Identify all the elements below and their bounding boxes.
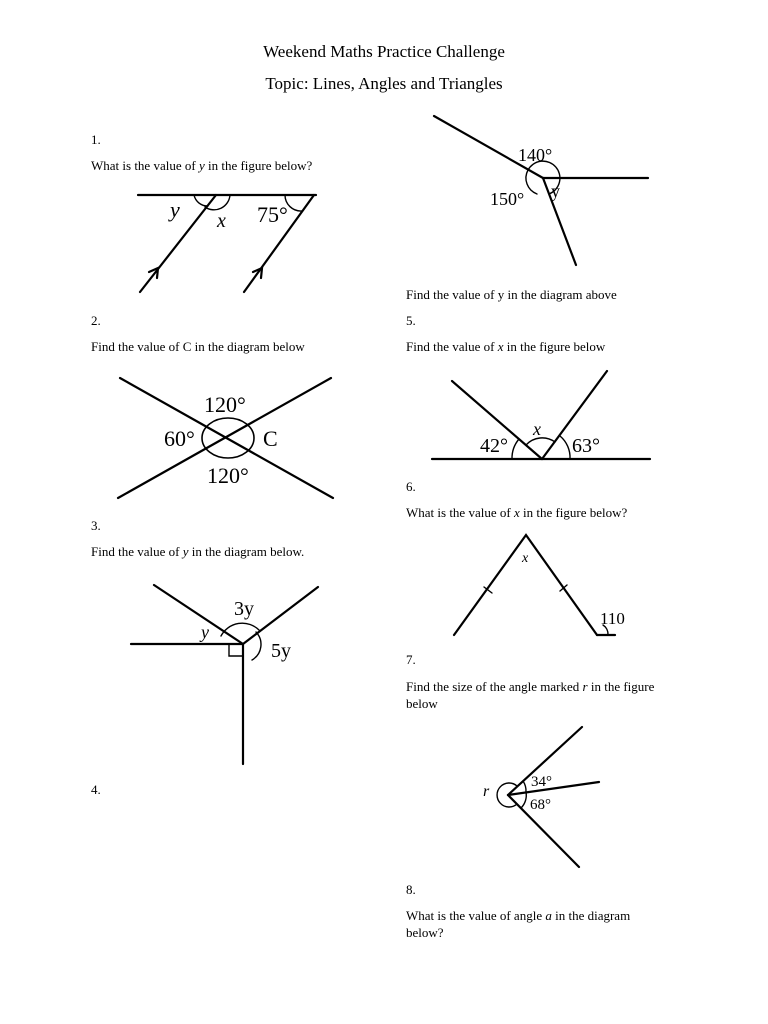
question-1-number: 1.: [91, 132, 101, 147]
q3-label-5y: 5y: [271, 640, 291, 662]
q3-label-3y: 3y: [234, 598, 254, 620]
question-5-number: 5.: [406, 313, 416, 328]
question-3-prompt: Find the value of y in the diagram below.: [91, 544, 305, 559]
question-8-number: 8.: [406, 882, 416, 897]
q6-label-x: x: [522, 551, 529, 566]
q5-label-x: x: [533, 419, 541, 439]
q5-arc-left: [512, 439, 519, 459]
q7-arc-lower: [521, 792, 526, 808]
q7-label-34: 34°: [531, 774, 552, 790]
q5-label-42: 42°: [480, 435, 508, 457]
q4-label-150: 150°: [490, 189, 525, 209]
question-4-prompt: Find the value of y in the diagram above: [406, 287, 617, 302]
question-2-prompt: Find the value of C in the diagram below: [91, 339, 305, 354]
question-8-prompt: What is the value of angle a in the diagram below?: [406, 908, 631, 940]
q6-triangle: [454, 535, 597, 635]
question-6-prompt: What is the value of x in the figure below?: [406, 505, 628, 520]
page-topic: Topic: Lines, Angles and Triangles: [265, 74, 503, 93]
q1-label-y: y: [170, 197, 180, 222]
q2-label-left: 60°: [164, 426, 195, 451]
q4-label-y: y: [551, 181, 560, 201]
question-5-prompt: Find the value of x in the figure below: [406, 339, 606, 354]
q2-label-bottom: 120°: [207, 463, 249, 488]
question-4-number: 4.: [91, 782, 101, 797]
q1-label-x: x: [217, 210, 226, 232]
q1-label-75: 75°: [257, 202, 288, 227]
q2-label-right: C: [263, 426, 278, 451]
question-7-number: 7.: [406, 652, 416, 667]
q3-right-angle: [229, 644, 243, 656]
question-1-prompt: What is the value of y in the figure below?: [91, 158, 313, 173]
q5-label-63: 63°: [572, 435, 600, 457]
page-title: Weekend Maths Practice Challenge: [263, 42, 505, 61]
q3-ray-upper-left: [154, 585, 243, 644]
q5-arc-right: [560, 436, 570, 459]
question-2-number: 2.: [91, 313, 101, 328]
q7-label-68: 68°: [530, 797, 551, 813]
q1-arc-x: [205, 195, 230, 210]
q6-label-110: 110: [600, 609, 625, 628]
q7-arc-upper: [523, 781, 526, 792]
q2-label-top: 120°: [204, 392, 246, 417]
q7-label-r: r: [483, 783, 490, 800]
q4-label-140: 140°: [518, 145, 553, 165]
q3-label-y: y: [201, 622, 209, 642]
q1-arc-y: [194, 195, 208, 206]
question-7-prompt: Find the size of the angle marked r in the figure below: [406, 679, 655, 711]
question-3-number: 3.: [91, 518, 101, 533]
q3-ray-upper-right: [243, 587, 318, 644]
question-6-number: 6.: [406, 479, 416, 494]
